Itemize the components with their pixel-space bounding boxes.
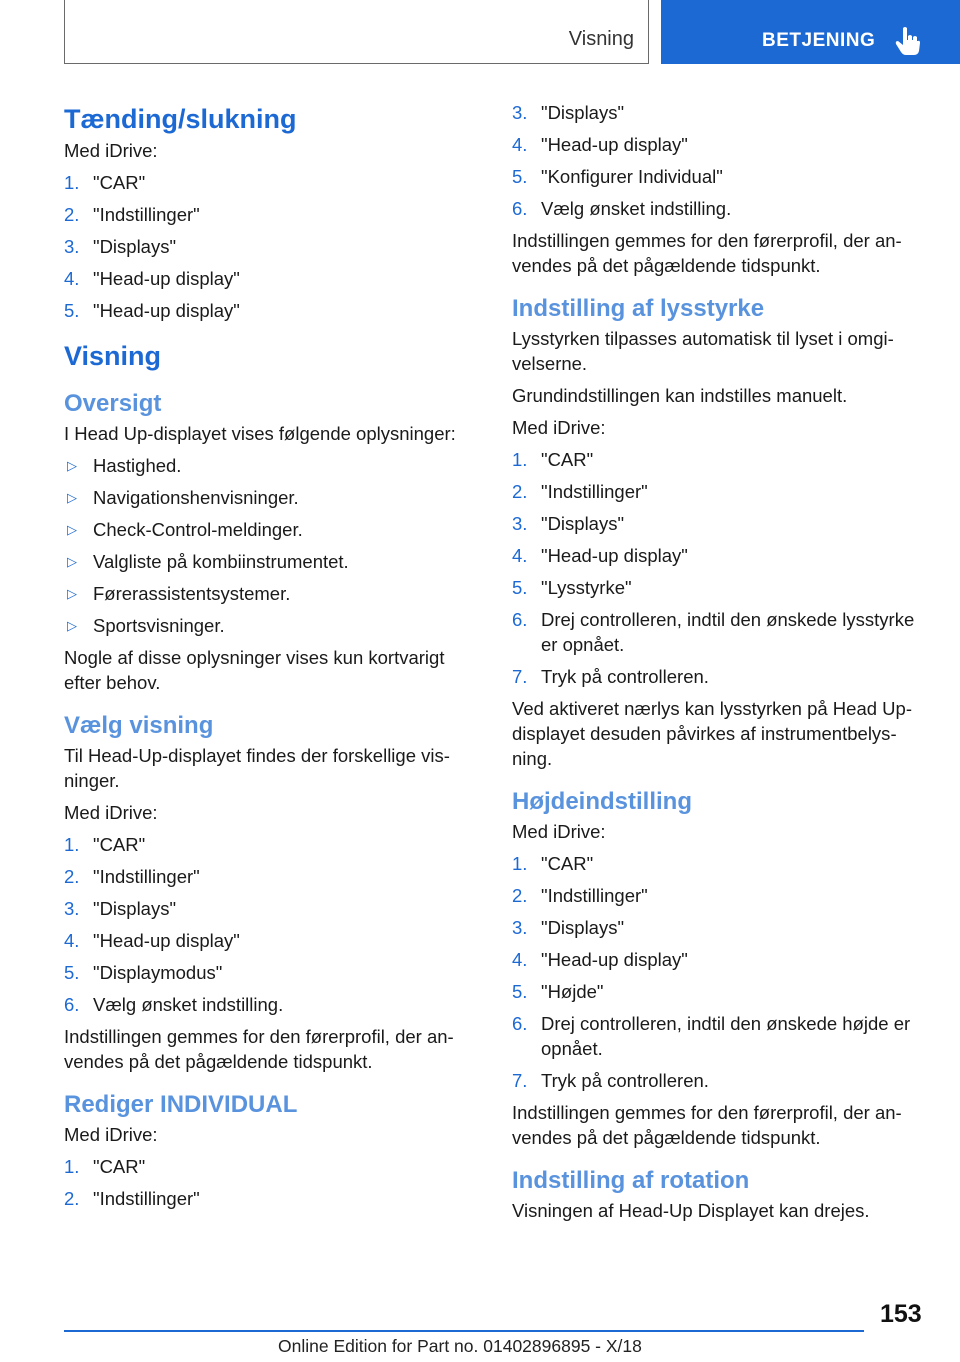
list-item: ▷ Hastighed.	[67, 455, 182, 476]
saved-text: Indstillingen gemmes for den førerprofil, der anvendes på det pågældende tidspunkt.	[512, 230, 902, 276]
list-item: 3. "Displays"	[512, 513, 625, 534]
intro-text: Med iDrive:	[64, 1124, 158, 1145]
hand-pointer-icon	[895, 26, 921, 56]
saved-text: Indstillingen gemmes for den førerprofil, der anvendes på det pågældende tidspunkt.	[512, 1102, 902, 1148]
steps-select-view	[64, 832, 466, 1017]
list-item: 1. "CAR"	[64, 834, 146, 855]
rotation-text: Visningen af Head-Up Displayet kan drejes.	[512, 1200, 870, 1221]
bullet-triangle-icon: ▷	[67, 490, 77, 505]
bullet-triangle-icon: ▷	[67, 554, 77, 569]
list-item: 6. Drej controlleren, indtil den ønskede højde er opnået.	[512, 1013, 911, 1059]
bullet-triangle-icon: ▷	[67, 618, 77, 633]
list-item: 3. "Displays"	[64, 898, 177, 919]
header-chapter-tab	[661, 0, 960, 64]
list-item: 5. "Head-up display"	[64, 300, 240, 321]
list-item: 4. "Head-up display"	[512, 134, 688, 155]
steps-edit-individual-cont	[512, 100, 928, 221]
list-item: 7. Tryk på controlleren.	[512, 1070, 709, 1091]
list-item: ▷ Førerassistentsystemer.	[67, 583, 291, 604]
list-item: 5. "Displaymodus"	[64, 962, 223, 983]
list-item: 1. "CAR"	[512, 449, 594, 470]
left-column	[64, 100, 466, 1218]
list-item: 3. "Displays"	[512, 917, 625, 938]
list-item: ▷ Valgliste på kombiinstrumentet.	[67, 551, 349, 572]
list-item: 1. "CAR"	[64, 172, 146, 193]
bullet-triangle-icon: ▷	[67, 522, 77, 537]
list-item: 4. "Head-up display"	[512, 545, 688, 566]
list-item: 1. "CAR"	[64, 1156, 146, 1177]
list-item: 2. "Indstillinger"	[512, 885, 648, 906]
footer-divider	[64, 1330, 864, 1332]
brightness-text: Lysstyrken tilpasses automatisk til lyset i omgivelserne.	[512, 328, 894, 374]
list-item: 2. "Indstillinger"	[64, 204, 200, 225]
intro-text: Med iDrive:	[64, 140, 158, 161]
subtitle-brightness: Indstilling af lysstyrke	[512, 295, 765, 322]
intro-text: Med iDrive:	[64, 802, 158, 823]
steps-brightness	[512, 447, 928, 689]
steps-edit-individual	[64, 1154, 466, 1211]
list-item: 4. "Head-up display"	[64, 268, 240, 289]
list-item: 2. "Indstillinger"	[64, 1188, 200, 1209]
list-item: ▷ Sportsvisninger.	[67, 615, 225, 636]
list-item: 5. "Lysstyrke"	[512, 577, 632, 598]
list-item: 2. "Indstillinger"	[64, 866, 200, 887]
list-item: 3. "Displays"	[64, 236, 177, 257]
list-item: 2. "Indstillinger"	[512, 481, 648, 502]
list-item: ▷ Navigationshenvisninger.	[67, 487, 299, 508]
subtitle-height: Højdeindstilling	[512, 788, 692, 815]
list-item: 5. "Konfigurer Individual"	[512, 166, 723, 187]
overview-bullets	[64, 453, 466, 638]
title-display: Visning	[64, 341, 162, 371]
header-chapter-label: BETJENING	[762, 30, 876, 51]
intro-text: Med iDrive:	[512, 821, 606, 842]
footer-edition-text: Online Edition for Part no. 01402896895 - X/18	[278, 1336, 642, 1356]
bullet-triangle-icon: ▷	[67, 586, 77, 601]
saved-text: Indstillingen gemmes for den førerprofil, der anvendes på det pågældende tidspunkt.	[64, 1026, 454, 1072]
right-column	[512, 100, 928, 1230]
intro-text: Med iDrive:	[512, 417, 606, 438]
header-section-box	[64, 0, 649, 64]
brightness-text: Grundindstillingen kan indstilles manuelt.	[512, 385, 848, 406]
list-item: 6. Drej controlleren, indtil den ønskede lysstyrke er opnået.	[512, 609, 915, 655]
subtitle-rotation: Indstilling af rotation	[512, 1167, 750, 1194]
list-item: 7. Tryk på controlleren.	[512, 666, 709, 687]
list-item: 6. Vælg ønsket indstilling.	[512, 198, 732, 219]
overview-text: I Head Up-displayet vises følgende oplysninger:	[64, 423, 456, 444]
list-item: 6. Vælg ønsket indstilling.	[64, 994, 284, 1015]
list-item: 5. "Højde"	[512, 981, 604, 1002]
steps-height	[512, 851, 928, 1093]
title-ignition: Tænding/slukning	[64, 104, 297, 134]
list-item: 3. "Displays"	[512, 102, 625, 123]
bullet-triangle-icon: ▷	[67, 458, 77, 473]
subtitle-overview: Oversigt	[64, 390, 162, 417]
subtitle-select-view: Vælg visning	[64, 712, 214, 739]
list-item: 4. "Head-up display"	[512, 949, 688, 970]
steps-ignition	[64, 170, 466, 323]
list-item: 1. "CAR"	[512, 853, 594, 874]
page-number: 153	[880, 1300, 922, 1328]
subtitle-edit-individual: Rediger INDIVIDUAL	[64, 1091, 298, 1118]
note-text: Nogle af disse oplysninger vises kun kortvarigt efter behov.	[64, 647, 445, 693]
list-item: 4. "Head-up display"	[64, 930, 240, 951]
header-section-label: Visning	[568, 28, 634, 50]
list-item: ▷ Check-Control-meldinger.	[67, 519, 303, 540]
select-text: Til Head-Up-displayet findes der forskellige visninger.	[64, 745, 450, 791]
brightness-note: Ved aktiveret nærlys kan lysstyrken på Head Up-displayet desuden påvirkes af instrumentbelysning.	[512, 698, 912, 769]
